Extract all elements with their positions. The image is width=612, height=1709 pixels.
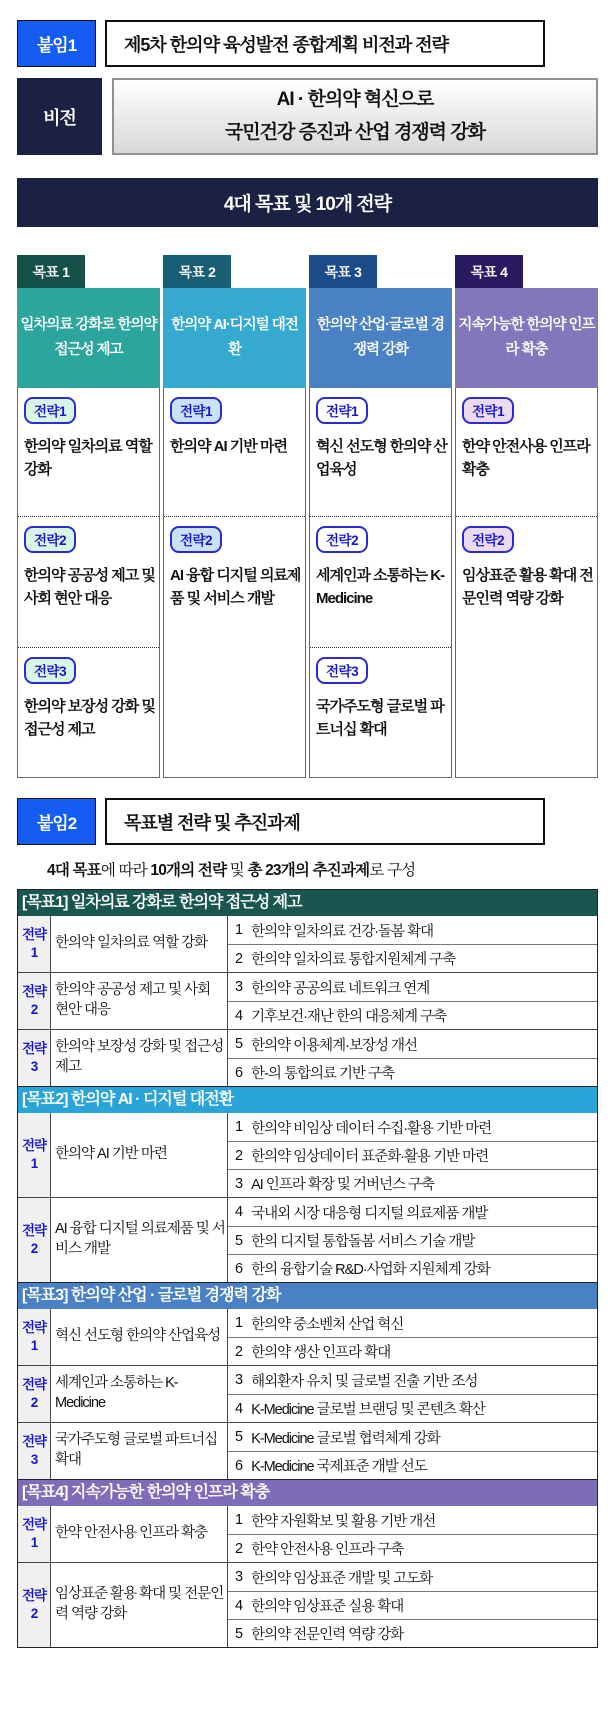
strategy-item (18, 388, 159, 516)
task-item (228, 1113, 597, 1141)
goals-banner: 4대 목표 및 10개 전략 (17, 178, 598, 227)
goal-title: 일차의료 강화로 한의약 접근성 제고 (17, 288, 160, 388)
strategy-badge: 전략2 (316, 526, 368, 553)
task-number: 5 (235, 1036, 243, 1052)
task-item (228, 1309, 597, 1337)
intro-segment: 에 따라 (100, 862, 151, 879)
strategy-cell-number: 3 (30, 1452, 38, 1467)
strategy-number-cell (18, 1309, 51, 1365)
strategy-text: 혁신 선도형 한의약 산업육성 (316, 438, 447, 479)
task-list-cell (228, 973, 597, 1029)
table-section-header: [목표2] 한의약 AI · 디지털 대전환 (18, 1087, 597, 1113)
task-number: 3 (235, 1569, 243, 1585)
strategy-cell-label: 전략 (21, 1433, 47, 1449)
strategy-name-cell: 한의약 AI 기반 마련 (51, 1113, 228, 1197)
strategy-name-cell: 혁신 선도형 한의약 산업육성 (51, 1309, 228, 1365)
table-row (18, 1562, 597, 1647)
goal-tab: 목표 1 (17, 255, 85, 288)
strategy-cell-number: 2 (30, 1606, 38, 1621)
strategy-text: 국가주도형 글로벌 파트너십 확대 (316, 697, 444, 738)
task-item (228, 1534, 597, 1562)
goal-column (455, 255, 598, 778)
strategy-name-cell: 한의약 보장성 강화 및 접근성 제고 (51, 1030, 228, 1086)
strategy-name-cell: 임상표준 활용 확대 및 전문인력 역량 강화 (51, 1563, 228, 1647)
table-section-header: [목표4] 지속가능한 한의약 인프라 확충 (18, 1480, 597, 1506)
strategy-badge: 전략1 (170, 397, 222, 424)
task-text: 한-의 통합의료 기반 구축 (251, 1066, 395, 1082)
task-item (228, 1619, 597, 1647)
task-item (228, 1169, 597, 1197)
task-text: 한의약 일차의료 건강·돌봄 확대 (251, 923, 434, 940)
table-row (18, 1113, 597, 1197)
strategy-cell-label: 전략 (21, 1040, 47, 1056)
task-number: 1 (235, 1512, 243, 1528)
strategy-item (456, 388, 597, 516)
goal-title: 지속가능한 한의약 인프라 확충 (455, 288, 598, 388)
task-text: 한의약 비임상 데이터 수집·활용 기반 마련 (251, 1120, 492, 1137)
strategy-cell-label: 전략 (21, 926, 47, 942)
table-section (18, 1479, 597, 1647)
strategy-number-cell (18, 1113, 51, 1197)
table-section-rows (18, 916, 597, 1086)
task-number: 1 (235, 1315, 243, 1331)
strategy-name-cell: 한의약 공공성 제고 및 사회 현안 대응 (51, 973, 228, 1029)
task-item (228, 916, 597, 944)
task-text: 한의약 임상데이터 표준화·활용 기반 마련 (251, 1149, 489, 1165)
task-item (228, 1226, 597, 1254)
task-number: 5 (235, 1429, 243, 1445)
vision-row (17, 78, 598, 155)
strategy-badge: 전략1 (462, 397, 514, 424)
task-item (228, 1394, 597, 1422)
strategy-item (310, 516, 451, 647)
strategy-badge: 전략2 (462, 526, 514, 553)
strategy-item (310, 647, 451, 778)
task-item (228, 1030, 597, 1058)
task-text: 한의약 공공의료 네트워크 연계 (251, 980, 430, 997)
task-list-cell (228, 1506, 597, 1562)
task-number: 5 (235, 1625, 243, 1642)
strategy-cell-number: 1 (30, 1535, 38, 1550)
attachment2-title: 목표별 전략 및 추진과제 (105, 798, 545, 845)
goal-tab: 목표 2 (163, 255, 231, 288)
task-number: 2 (235, 950, 243, 967)
table-section-rows (18, 1309, 597, 1479)
task-number: 5 (235, 1232, 243, 1249)
task-item (228, 1366, 597, 1394)
strategy-badge: 전략1 (24, 397, 76, 424)
strategy-text: 한의약 AI 기반 마련 (170, 438, 287, 455)
intro-segment: 로 구성 (369, 862, 416, 879)
strategy-text: 한약 안전사용 인프라 확충 (462, 438, 590, 479)
task-number: 1 (235, 922, 243, 938)
strategy-badge: 전략3 (316, 657, 368, 684)
strategy-number-cell (18, 916, 51, 972)
table-row (18, 1029, 597, 1086)
task-item (228, 1198, 597, 1226)
strategy-cell-label: 전략 (21, 1137, 47, 1153)
attachment1-title: 제5차 한의약 육성발전 종합계획 비전과 전략 (105, 20, 545, 67)
strategy-name-cell: 한약 안전사용 인프라 확충 (51, 1506, 228, 1562)
strategy-number-cell (18, 1030, 51, 1086)
task-item (228, 1337, 597, 1365)
strategy-cell-label: 전략 (21, 1319, 47, 1335)
vision-line-2: 국민건강 증진과 산업 경쟁력 강화 (224, 121, 486, 143)
task-list-cell (228, 1563, 597, 1647)
task-list-cell (228, 1030, 597, 1086)
strategy-cell-number: 2 (30, 1241, 38, 1256)
strategy-cell-label: 전략 (21, 1516, 47, 1532)
task-number: 3 (235, 979, 243, 995)
task-number: 4 (235, 1400, 243, 1417)
task-text: 한의약 이용체계·보장성 개선 (251, 1037, 418, 1054)
task-text: 한의약 임상표준 개발 및 고도화 (251, 1570, 433, 1587)
strategy-number-cell (18, 1366, 51, 1422)
task-text: K-Medicine 국제표준 개발 선도 (251, 1459, 427, 1475)
strategy-name-cell: 한의약 일차의료 역할 강화 (51, 916, 228, 972)
strategy-number-cell (18, 1506, 51, 1562)
strategy-text: 한의약 공공성 제고 및 사회 현안 대응 (24, 567, 155, 608)
table-section (18, 890, 597, 1086)
strategy-cell-label: 전략 (21, 1222, 47, 1238)
task-text: K-Medicine 글로벌 협력체계 강화 (251, 1430, 440, 1447)
table-section-rows (18, 1113, 597, 1282)
strategy-cell-number: 1 (30, 1338, 38, 1353)
strategy-cell-label: 전략 (21, 1376, 47, 1392)
strategy-cell-number: 3 (30, 1059, 38, 1074)
strategy-cell-number: 1 (30, 945, 38, 960)
task-list-cell (228, 1423, 597, 1479)
intro-segment: 10개의 전략 (150, 862, 227, 879)
task-number: 3 (235, 1372, 243, 1388)
task-list-cell (228, 916, 597, 972)
strategy-number-cell (18, 1198, 51, 1282)
strategy-item (18, 516, 159, 647)
strategy-badge: 전략2 (170, 526, 222, 553)
task-item (228, 1141, 597, 1169)
task-item (228, 1058, 597, 1086)
vision-line-1: AI · 한의약 혁신으로 (276, 89, 434, 111)
task-text: K-Medicine 글로벌 브랜딩 및 콘텐츠 확산 (251, 1402, 485, 1418)
task-text: 한의약 임상표준 실용 확대 (251, 1599, 404, 1615)
strategy-name-cell: AI 융합 디지털 의료제품 및 서비스 개발 (51, 1198, 228, 1282)
table-row (18, 1422, 597, 1479)
strategy-badge: 전략1 (316, 397, 368, 424)
strategy-text: 한의약 일차의료 역할 강화 (24, 438, 152, 479)
task-text: 한의약 전문인력 역량 강화 (251, 1627, 404, 1643)
task-item (228, 973, 597, 1001)
task-item (228, 944, 597, 972)
task-text: 한의약 일차의료 통합지원체계 구축 (251, 952, 456, 968)
task-text: 한약 자원확보 및 활용 기반 개선 (251, 1513, 436, 1530)
table-row (18, 1506, 597, 1562)
vision-statement (112, 78, 598, 155)
intro-segment: 및 (226, 862, 248, 879)
intro-segment: 4대 목표 (47, 862, 101, 879)
task-item (228, 1451, 597, 1479)
goal-title: 한의약 산업·글로벌 경쟁력 강화 (309, 288, 452, 388)
goal-column (17, 255, 160, 778)
goal-tab: 목표 3 (309, 255, 377, 288)
strategy-cell-label: 전략 (21, 1587, 47, 1603)
task-text: 한의 디지털 통합돌봄 서비스 기술 개발 (251, 1234, 475, 1250)
attachment1-badge: 붙임1 (17, 20, 96, 67)
strategy-badge: 전략2 (24, 526, 76, 553)
task-number: 3 (235, 1175, 243, 1192)
strategy-name-cell: 세계인과 소통하는 K-Medicine (51, 1366, 228, 1422)
table-row (18, 916, 597, 972)
strategy-cell-label: 전략 (21, 983, 47, 999)
goal-title: 한의약 AI·디지털 대전환 (163, 288, 306, 388)
task-number: 6 (235, 1457, 243, 1474)
strategy-text: 세계인과 소통하는 K-Medicine (316, 567, 445, 608)
table-row (18, 1309, 597, 1365)
table-row (18, 1365, 597, 1422)
strategy-badge: 전략3 (24, 657, 76, 684)
task-text: 해외환자 유치 및 글로벌 진출 기반 조성 (251, 1373, 478, 1390)
task-text: 한의약 생산 인프라 확대 (251, 1345, 391, 1361)
goal-column (163, 255, 306, 778)
intro-line (47, 858, 598, 880)
goal-strategy-list (163, 388, 306, 778)
table-section (18, 1282, 597, 1479)
task-number: 4 (235, 1204, 243, 1220)
task-number: 6 (235, 1260, 243, 1277)
intro-segment: 총 23개의 추진과제 (247, 862, 370, 879)
strategy-item (310, 388, 451, 516)
table-row (18, 972, 597, 1029)
strategy-item (456, 516, 597, 777)
task-list-cell (228, 1309, 597, 1365)
strategy-number-cell (18, 973, 51, 1029)
goal-tab: 목표 4 (455, 255, 523, 288)
task-text: 한약 안전사용 인프라 구축 (251, 1542, 404, 1558)
attachment1-header (17, 20, 598, 67)
task-list-cell (228, 1198, 597, 1282)
task-number: 2 (235, 1343, 243, 1360)
task-text: 국내외 시장 대응형 디지털 의료제품 개발 (251, 1205, 488, 1222)
task-number: 2 (235, 1147, 243, 1164)
task-number: 4 (235, 1597, 243, 1614)
goal-strategy-list (455, 388, 598, 778)
strategy-name-cell: 국가주도형 글로벌 파트너십 확대 (51, 1423, 228, 1479)
task-list-cell (228, 1113, 597, 1197)
strategy-cell-number: 1 (30, 1156, 38, 1171)
task-item (228, 1563, 597, 1591)
vision-label: 비전 (17, 78, 102, 155)
strategy-item (164, 516, 305, 777)
task-text: 기후보건·재난 한의 대응체계 구축 (251, 1009, 447, 1025)
table-section-header: [목표3] 한의약 산업 · 글로벌 경쟁력 강화 (18, 1283, 597, 1309)
task-number: 1 (235, 1119, 243, 1135)
task-table (17, 889, 598, 1648)
task-number: 2 (235, 1540, 243, 1557)
task-text: 한의 융합기술 R&D·사업화 지원체계 강화 (251, 1262, 490, 1278)
task-item (228, 1506, 597, 1534)
task-list-cell (228, 1366, 597, 1422)
table-row (18, 1197, 597, 1282)
strategy-item (18, 647, 159, 778)
strategy-text: 임상표준 활용 확대 전문인력 역량 강화 (462, 567, 593, 608)
strategy-cell-number: 2 (30, 1002, 38, 1017)
table-section-header: [목표1] 일차의료 강화로 한의약 접근성 제고 (18, 890, 597, 916)
strategy-number-cell (18, 1563, 51, 1647)
task-item (228, 1254, 597, 1282)
strategy-cell-number: 2 (30, 1395, 38, 1410)
strategy-text: AI 융합 디지털 의료제품 및 서비스 개발 (170, 567, 301, 608)
task-item (228, 1423, 597, 1451)
page (0, 20, 612, 1648)
goal-strategy-list (17, 388, 160, 778)
task-number: 6 (235, 1064, 243, 1081)
task-item (228, 1591, 597, 1619)
task-text: AI 인프라 확장 및 거버넌스 구축 (251, 1177, 435, 1193)
task-text: 한의약 중소벤처 산업 혁신 (251, 1316, 404, 1333)
attachment2-badge: 붙임2 (17, 798, 96, 845)
goal-strategy-list (309, 388, 452, 778)
goals-grid (17, 255, 598, 778)
goal-column (309, 255, 452, 778)
strategy-text: 한의약 보장성 강화 및 접근성 제고 (24, 697, 155, 738)
task-item (228, 1001, 597, 1029)
table-section-rows (18, 1506, 597, 1647)
strategy-item (164, 388, 305, 516)
strategy-number-cell (18, 1423, 51, 1479)
table-section (18, 1086, 597, 1282)
task-number: 4 (235, 1007, 243, 1024)
attachment2-header (17, 798, 598, 845)
